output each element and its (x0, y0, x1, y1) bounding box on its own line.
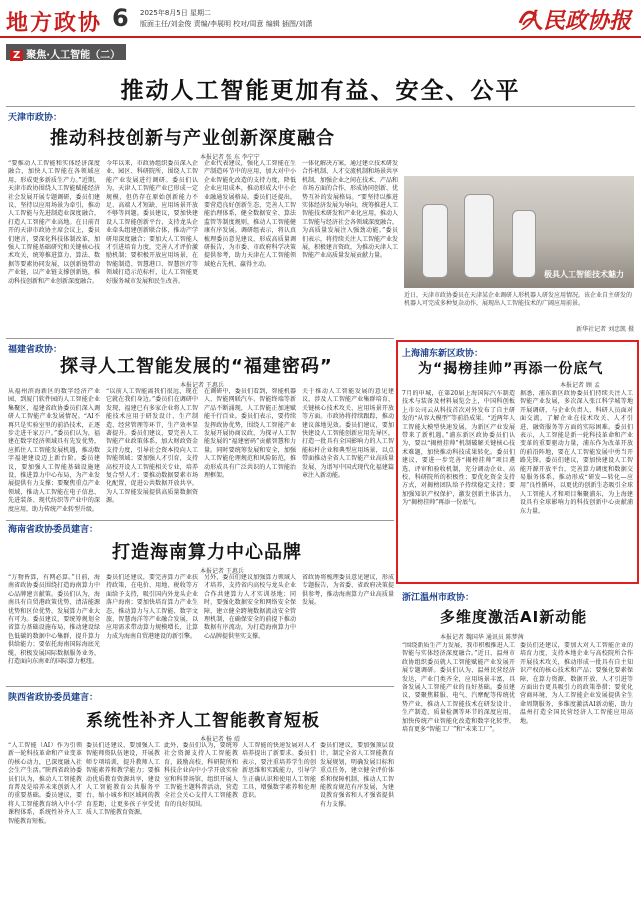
shaanxi-byline: 本报记者 杨 靖 (200, 736, 240, 743)
shanghai-byline: 本报记者 顾 孟 (560, 382, 600, 389)
tianjin-column-3: 企业代表建议，强化人工智能在生产制造环节中的应用，加大对中小企业智能化改造的支持力度，降低企业应用成本，推动形成大中小企业融通发展格局。委员们还提出，要营造良好创新生态，完善人工智能治理体系，健全数据安全、算法监管等制度规则，推动人工智能健康有序发展。调研组表示，将认真梳理委员意见建议，形成高质量调研报告，为市委、市政府科学决策提供参考，助力天津在人工智能领域抢占先机、赢得主动。 (204, 160, 296, 268)
fujian-label: 福建省政协： (8, 345, 63, 355)
main-headline: 推动人工智能更加有益、安全、公平 (120, 78, 521, 104)
tianjin-column-4: 一体化解决方案，通过建立技术研发合作机制、人才交流机制和场景共享机制，加强企业之间在技术、产品和市场方面的合作，形成协同创新、优势互补的发展格局。“要坚持以推进实体经济发展为导向，统筹推进人工智能技术研发和产业化应用，推动人工智能与经济社会各领域深度融合，为高质量发展注入强劲动能。”委员们表示，将持续关注人工智能产业发展，积极建言资政，为推动天津人工智能产业高质量发展贡献力量。 (302, 160, 398, 260)
zhejiang-column-1: “围绕新质生产力发展，我市积极推进人工智能与实体经济深度融合。”近日，温州市政协组织委员就人工智能赋能产业发展开展专题调研。委员们认为，温州民营经济发达，产业门类齐全，应用场景丰富，具备发展人工智能产业的良好基础。委员建议，要聚焦鞋服、电气、汽摩配等传统优势产业，推动人工智能技术在研发设计、生产制造、质量检测等环节的深度应用，加快传统产业智能化改造和数字化转型，培育更多“智能工厂”和“未来工厂”。 (402, 642, 515, 734)
topic-label: 聚焦·人工智能（二） (26, 50, 121, 61)
photo-inscription: 极具人工智能技术魅力 (544, 270, 624, 279)
robot-figure (422, 204, 448, 278)
fujian-byline: 本报记者 王惠兵 (180, 382, 224, 389)
masthead (0, 0, 641, 38)
zhejiang-headline: 多维度激活AI新动能 (440, 608, 588, 626)
hainan-byline: 本报记者 王惠兵 (200, 568, 244, 575)
tianjin-byline: 本报记者 张 东 李宁宁 (200, 154, 260, 161)
robot-figure (512, 210, 536, 278)
shaanxi-column-1: “人工智能（AI）作为引领新一轮科技革命和产业变革的核心动力，已深度融入社会生产生活。”陕西省政协委员们认为，推动人工智能教育普及是培养未来创新人才的重要基础。委员建议，要将人工智能教育纳入中小学课程体系，系统性补齐人工智能教育短板。 (8, 742, 82, 825)
shaanxi-column-3: 此外，委员们认为，要统筹社会资源支持人工智能教育，鼓励高校、科研院所和科技企业向中小学开放实验室和科普场馆，组织开展人工智能主题科普活动，营造全社会关心支持人工智能教育的良好氛围。 (164, 742, 238, 808)
masthead-meta (140, 8, 312, 30)
hainan-column-2: 委员们还建议，要完善算力产业扶持政策，在电价、用地、税收等方面给予支持，吸引国内外龙头企业落户海南；要加快培育算力产业生态，推动算力与人工智能、数字文旅、智慧海洋等产业融合发展，以应用需求带动算力规模增长，让算力成为海南自贸港建设的新引擎。 (106, 574, 198, 640)
shanghai-headline: 为“揭榜挂帅”再添一份底气 (418, 361, 604, 377)
newspaper-logo: 人民政协报 (520, 8, 631, 34)
robot-photo (404, 176, 634, 288)
tianjin-label: 天津市政协： (8, 113, 63, 123)
shanghai-column-1: 7月的申城，在第20届上海国际汽车制造技术与装备及材料展览会上，中国科创板上市公司云从科技首次对外发布了自主研发的“从容大模型”等前沿成果。“近两年人工智能大模型快速发展，为新区产业发展带来了新机遇。”浦东新区政协委员们认为，要以“揭榜挂帅”机制破解关键核心技术难题，加快推动科技成果转化。委员们建议，要进一步完善“揭榜挂帅”项目遴选、评审和验收机制，充分调动企业、高校、科研院所的积极性；要优化资金支持方式，对揭榜团队给予持续稳定支持；要加强知识产权保护，激发创新主体活力，为“揭榜挂帅”再添一份底气。 (402, 390, 515, 507)
shaanxi-headline: 系统性补齐人工智能教育短板 (86, 711, 320, 731)
tianjin-column-1: “要推动人工智能和实体经济深度融合，加快人工智能在各领域应用，形成更多新质生产力。”近期，天津市政协围绕人工智能赋能经济社会发展开展专题调研，委员们建议，坚持以应用场景为牵引，推动人工智能与先进制造业深度融合，打造人工智能产业高地。在日前召开的天津市政协主席会议上，委员们建言，要深化科技体制改革，加强人工智能基础研究和关键核心技术攻关，统筹推进算力、算法、数据等要素协同发展，以创新链带动产业链，以产业链支撑创新链，推动科技创新和产业创新深度融合。 (8, 160, 100, 285)
robot-figure (464, 194, 494, 278)
hainan-label: 海南省政协委员建言： (8, 525, 99, 535)
tianjin-column-2: 今年以来，市政协组织委员深入企业、园区、科研院所，围绕人工智能产业发展进行调研。委员们认为，天津人工智能产业已形成一定规模，但仍存在原始创新能力不足、高端人才短缺、应用场景开放不够等问题。委员建议，要加快建设人工智能创新平台，支持龙头企业牵头组建创新联合体，推动产学研用深度融合；要加大人工智能人才引进培育力度，完善人才评价激励机制；要积极开放应用场景，在智能制造、智慧港口、智慧医疗等领域打造示范标杆，让人工智能更好服务城市发展和民生改善。 (106, 160, 198, 285)
hainan-column-3: 另外，委员们建议加强算力领域人才培养，支持省内高校与龙头企业合作共建算力人才实训基地；同时，要强化数据安全和网络安全保障，建立健全跨境数据流动安全管理机制，在确保安全的前提下推动数据有序流动，为打造海南算力中心品牌提供坚实支撑。 (204, 574, 296, 640)
date-line: 2025年8月5日 星期二 (140, 9, 211, 17)
photo-caption: 近日，天津市政协委员在天津某企业调研人形机器人研发应用情况。该企业自主研发的机器人可完成多种复杂动作，展现出人工智能技术的广阔应用前景。 (404, 292, 633, 307)
topic-bar (6, 44, 126, 60)
divider (6, 520, 394, 521)
fujian-column-3: 在调研中，委员们看到，智能机器人、智能网联汽车、智能终端等新产品不断涌现，人工智能正加速赋能千行百业。委员们表示，要持续发挥政协优势，围绕人工智能产业发展开展协商议政，为探寻人工智能发展的“福建密码”贡献智慧和力量。同时要统筹发展和安全，加强人工智能伦理规范和风险防范，推动形成具有广泛共识的人工智能治理框架。 (204, 388, 296, 480)
fujian-column-2: “以前人工智能离我们很远，现在它就在我们身边。”委员们在调研中发现，福建已有多家企业将人工智能技术应用于研发设计、生产制造、经营管理等环节，生产效率显著提升。委员们建议，要完善人工智能产业政策体系，加大财政资金支持力度，引导社会资本投向人工智能领域；要加强人才引育，支持高校开设人工智能相关专业，培养复合型人才；要推动数据要素市场化配置，促进公共数据开放共享，为人工智能发展提供高质量数据资源。 (106, 388, 198, 505)
zhejiang-byline: 本报记者 魏国华 通讯员 陈梦茜 (440, 634, 524, 641)
shaanxi-label: 陕西省政协委员建言： (8, 693, 99, 703)
hainan-column-4: 省政协将梳理委员意见建议，形成专题报告，为省委、省政府决策提供参考，推动海南算力产业高质量发展。 (302, 574, 394, 607)
zhejiang-label: 浙江温州市政协： (402, 593, 475, 603)
shaanxi-column-2: 委员们还建议，要加强人工智能师资队伍建设，开展教师专项培训，提升教师人工智能素养和教学能力；要推动优质教育资源共享，建设人工智能教育公共服务平台，缩小城乡和区域间的教育差距，让更多孩子享受优质人工智能教育资源。 (86, 742, 160, 817)
shaanxi-column-4: 人工智能的快速发展对人才培养提出了新要求。委员们表示，要注重培养学生的创新思维和实践能力，引导学生正确认识和使用人工智能工具，增强数字素养和伦理意识。 (242, 742, 316, 800)
section-title: 地方政协 (6, 11, 103, 36)
page-number: 6 (112, 4, 129, 32)
hainan-headline: 打造海南算力中心品牌 (112, 542, 302, 563)
fujian-column-1: 从福州滨海新区的数字经济产业园，到厦门软件园的人工智能企业集聚区，福建省政协委员们深入调研人工智能产业发展情况。“AI不再只是实验室里的前沿技术，正逐步走进千家万户。”委员们认为，福建在数字经济领域具有先发优势，应抓住人工智能发展机遇，推动数字福建建设迈上新台阶。委员建议，要加强人工智能基础设施建设，推进算力中心布局，为产业发展提供有力支撑；要聚焦重点产业领域，推动人工智能在电子信息、先进装备、现代纺织等产业中的深度应用，助力传统产业转型升级。 (8, 388, 100, 513)
hainan-column-1: “万物皆算，有网必算。”日前，海南省政协委员围绕打造海南算力中心品牌建言献策。委员们认为，海南具有自贸港政策优势、清洁能源优势和区位优势，发展算力产业大有可为。委员建议，要统筹规划全省算力基础设施布局，推动建设绿色低碳的数据中心集群，提升算力供给能力；要依托海南国际海底光缆，积极发展国际数据服务业务，打造面向东南亚的国际算力枢纽。 (8, 574, 100, 666)
photo-credit: 新华社记者 刘忠凯 摄 (576, 326, 634, 333)
editors-line: 版面主任/刘金俊 责编/李展明 校对/周意 编辑 插图/刘潇 (140, 20, 313, 28)
topic-badge: Z (10, 50, 23, 61)
divider (6, 686, 394, 687)
tianjin-headline: 推动科技创新与产业创新深度融合 (50, 128, 335, 149)
fujian-column-4: 关于推动人工智能发展的意见建议，涉及人工智能产业集群培育、关键核心技术攻关、应用场景开放等方面。市政协将持续跟踪，推动建议落地见效。委员们建议，要加快建设人工智能创新应用先导区，打造一批具有全国影响力的人工智能标杆企业和典型应用场景，以点带面推动全省人工智能产业高质量发展，为谱写中国式现代化福建篇章注入新动能。 (302, 388, 394, 480)
shanghai-label: 上海浦东新区政协： (402, 349, 484, 359)
fujian-headline: 探寻人工智能发展的“福建密码” (60, 356, 333, 377)
zhejiang-column-2: 委员们还建议，要加大对人工智能企业的培育力度，支持本地企业与高校院所合作开展技术攻关，推动形成一批具有自主知识产权的核心技术和产品；要强化要素保障，在算力资源、数据开放、人才引进等方面出台更具吸引力的政策举措；要优化营商环境，为人工智能企业发展提供全生命周期服务，多维度激活AI新动能，助力温州打造全国民营经济人工智能应用高地。 (520, 642, 633, 725)
shanghai-column-2: 据悉，浦东新区政协委员们持续关注人工智能产业发展，多次深入张江科学城等地开展调研，与企业负责人、科研人员面对面交流，了解企业在技术攻关、人才引进、融资服务等方面的实际困难。委员们表示，人工智能是新一轮科技革命和产业变革的重要驱动力量，浦东作为改革开放的前沿阵地，要在人工智能发展中勇当开路先锋。委员们建议，要加快建设人工智能开源开放平台，完善算力调度和数据交易服务体系，推动形成“研发—转化—应用”良性循环，以更优的创新生态吸引全球人工智能人才和项目集聚浦东，为上海建设具有全球影响力的科技创新中心贡献浦东力量。 (520, 390, 633, 515)
divider (6, 106, 635, 107)
divider (6, 338, 394, 339)
shaanxi-column-5: 委员们建议，要加强顶层设计，制定全省人工智能教育发展规划，明确发展目标和重点任务，建立健全评价体系和保障机制，推动人工智能教育规范有序发展，为建设教育强省和人才强省提供有力支撑。 (320, 742, 394, 808)
